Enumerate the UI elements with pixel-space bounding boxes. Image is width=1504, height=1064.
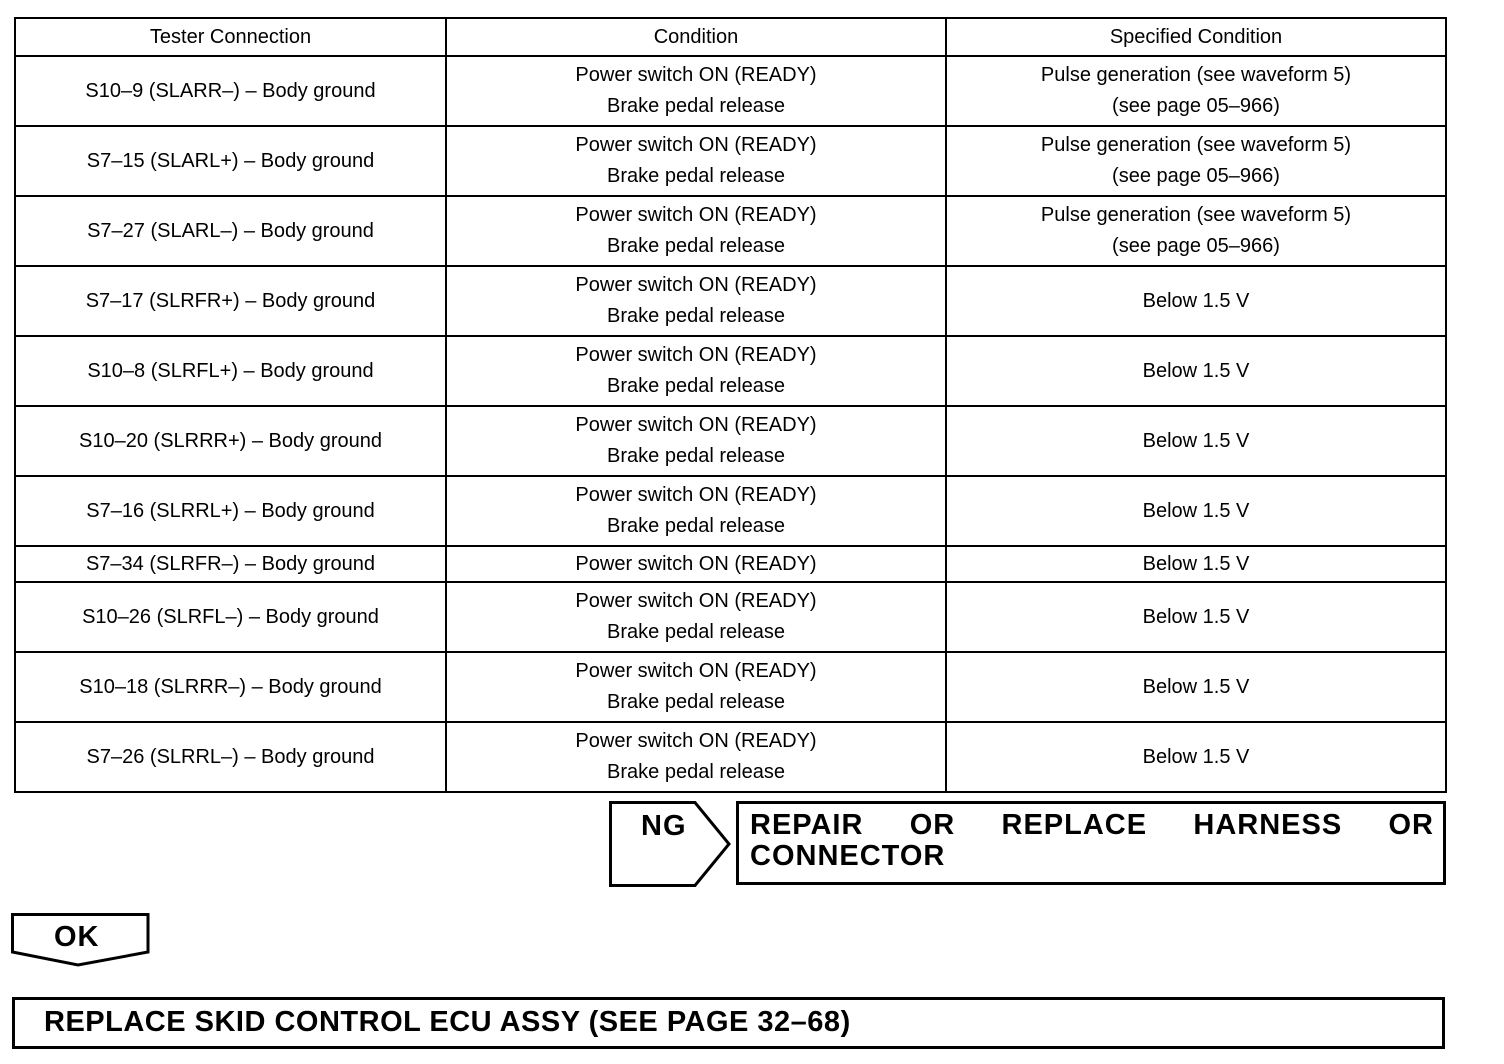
cell-condition xyxy=(446,126,946,196)
cell-specified-condition-line: (see page 05–966) xyxy=(1112,165,1280,187)
cell-condition-line: Power switch ON (READY) xyxy=(575,730,817,752)
cell-specified-condition-line: Pulse generation (see waveform 5) xyxy=(1040,204,1352,226)
ok-label: OK xyxy=(54,921,100,953)
cell-condition-line: Brake pedal release xyxy=(607,691,785,713)
cell-condition-line: Power switch ON (READY) xyxy=(575,344,817,366)
cell-tester-connection: S10–9 (SLARR–) – Body ground xyxy=(15,56,446,126)
cell-specified-condition xyxy=(946,476,1446,546)
cell-condition xyxy=(446,652,946,722)
cell-condition xyxy=(446,266,946,336)
table-header-row xyxy=(15,18,1446,56)
table-row xyxy=(15,546,1446,582)
table-row xyxy=(15,476,1446,546)
header-specified-condition: Specified Condition xyxy=(946,18,1446,56)
cell-specified-condition-line: Below 1.5 V xyxy=(1142,605,1250,628)
cell-specified-condition-line: Below 1.5 V xyxy=(1142,289,1250,312)
cell-specified-condition-line: Below 1.5 V xyxy=(1142,675,1250,698)
repair-action-line2: CONNECTOR xyxy=(750,840,946,872)
cell-specified-condition xyxy=(946,196,1446,266)
table-body xyxy=(15,56,1446,792)
cell-specified-condition-line: Below 1.5 V xyxy=(1142,745,1250,768)
cell-condition-line: Power switch ON (READY) xyxy=(575,64,817,86)
cell-specified-condition xyxy=(946,722,1446,792)
cell-specified-condition-line: Below 1.5 V xyxy=(1142,429,1250,452)
cell-specified-condition xyxy=(946,406,1446,476)
table-row xyxy=(15,652,1446,722)
cell-specified-condition xyxy=(946,652,1446,722)
cell-specified-condition xyxy=(946,582,1446,652)
final-action-label: REPLACE SKID CONTROL ECU ASSY (SEE PAGE 32–68) xyxy=(44,1006,851,1038)
cell-specified-condition-line: Pulse generation (see waveform 5) xyxy=(1040,134,1352,156)
cell-specified-condition-line: (see page 05–966) xyxy=(1112,95,1280,117)
cell-tester-connection: S10–18 (SLRRR–) – Body ground xyxy=(15,652,446,722)
cell-condition-line: Power switch ON (READY) xyxy=(575,552,817,575)
cell-condition-line: Brake pedal release xyxy=(607,621,785,643)
cell-condition xyxy=(446,722,946,792)
cell-condition xyxy=(446,56,946,126)
cell-specified-condition xyxy=(946,266,1446,336)
cell-specified-condition xyxy=(946,56,1446,126)
cell-tester-connection: S7–26 (SLRRL–) – Body ground xyxy=(15,722,446,792)
table-row xyxy=(15,582,1446,652)
cell-tester-connection: S7–34 (SLRFR–) – Body ground xyxy=(15,546,446,582)
cell-condition-line: Brake pedal release xyxy=(607,375,785,397)
cell-condition-line: Power switch ON (READY) xyxy=(575,414,817,436)
cell-condition xyxy=(446,406,946,476)
cell-condition-line: Power switch ON (READY) xyxy=(575,134,817,156)
cell-condition-line: Brake pedal release xyxy=(607,305,785,327)
cell-condition-line: Brake pedal release xyxy=(607,235,785,257)
cell-condition xyxy=(446,196,946,266)
cell-specified-condition-line: Below 1.5 V xyxy=(1142,359,1250,382)
cell-condition-line: Power switch ON (READY) xyxy=(575,660,817,682)
cell-tester-connection: S7–27 (SLARL–) – Body ground xyxy=(15,196,446,266)
header-condition: Condition xyxy=(446,18,946,56)
cell-condition-line: Brake pedal release xyxy=(607,165,785,187)
cell-specified-condition xyxy=(946,546,1446,582)
table-row xyxy=(15,406,1446,476)
cell-tester-connection: S10–20 (SLRRR+) – Body ground xyxy=(15,406,446,476)
header-tester-connection: Tester Connection xyxy=(15,18,446,56)
repair-action-line1: REPAIR OR REPLACE HARNESS OR xyxy=(750,809,1434,841)
cell-condition xyxy=(446,336,946,406)
cell-tester-connection: S7–16 (SLRRL+) – Body ground xyxy=(15,476,446,546)
cell-tester-connection: S10–8 (SLRFL+) – Body ground xyxy=(15,336,446,406)
cell-tester-connection: S7–17 (SLRFR+) – Body ground xyxy=(15,266,446,336)
tester-spec-table xyxy=(14,17,1447,793)
cell-condition-line: Power switch ON (READY) xyxy=(575,590,817,612)
cell-condition-line: Brake pedal release xyxy=(607,95,785,117)
cell-condition xyxy=(446,582,946,652)
cell-specified-condition xyxy=(946,126,1446,196)
table-row xyxy=(15,126,1446,196)
table-row xyxy=(15,196,1446,266)
table-row xyxy=(15,336,1446,406)
cell-condition-line: Power switch ON (READY) xyxy=(575,484,817,506)
cell-tester-connection: S10–26 (SLRFL–) – Body ground xyxy=(15,582,446,652)
cell-condition-line: Power switch ON (READY) xyxy=(575,204,817,226)
table-row xyxy=(15,266,1446,336)
cell-condition xyxy=(446,476,946,546)
cell-tester-connection: S7–15 (SLARL+) – Body ground xyxy=(15,126,446,196)
table-row xyxy=(15,56,1446,126)
cell-specified-condition xyxy=(946,336,1446,406)
cell-condition-line: Brake pedal release xyxy=(607,445,785,467)
cell-condition-line: Brake pedal release xyxy=(607,761,785,783)
cell-specified-condition-line: Pulse generation (see waveform 5) xyxy=(1040,64,1352,86)
ng-label: NG xyxy=(641,810,687,842)
cell-condition-line: Brake pedal release xyxy=(607,515,785,537)
cell-condition-line: Power switch ON (READY) xyxy=(575,274,817,296)
cell-specified-condition-line: Below 1.5 V xyxy=(1142,552,1250,575)
cell-specified-condition-line: Below 1.5 V xyxy=(1142,499,1250,522)
cell-condition xyxy=(446,546,946,582)
cell-specified-condition-line: (see page 05–966) xyxy=(1112,235,1280,257)
table-row xyxy=(15,722,1446,792)
